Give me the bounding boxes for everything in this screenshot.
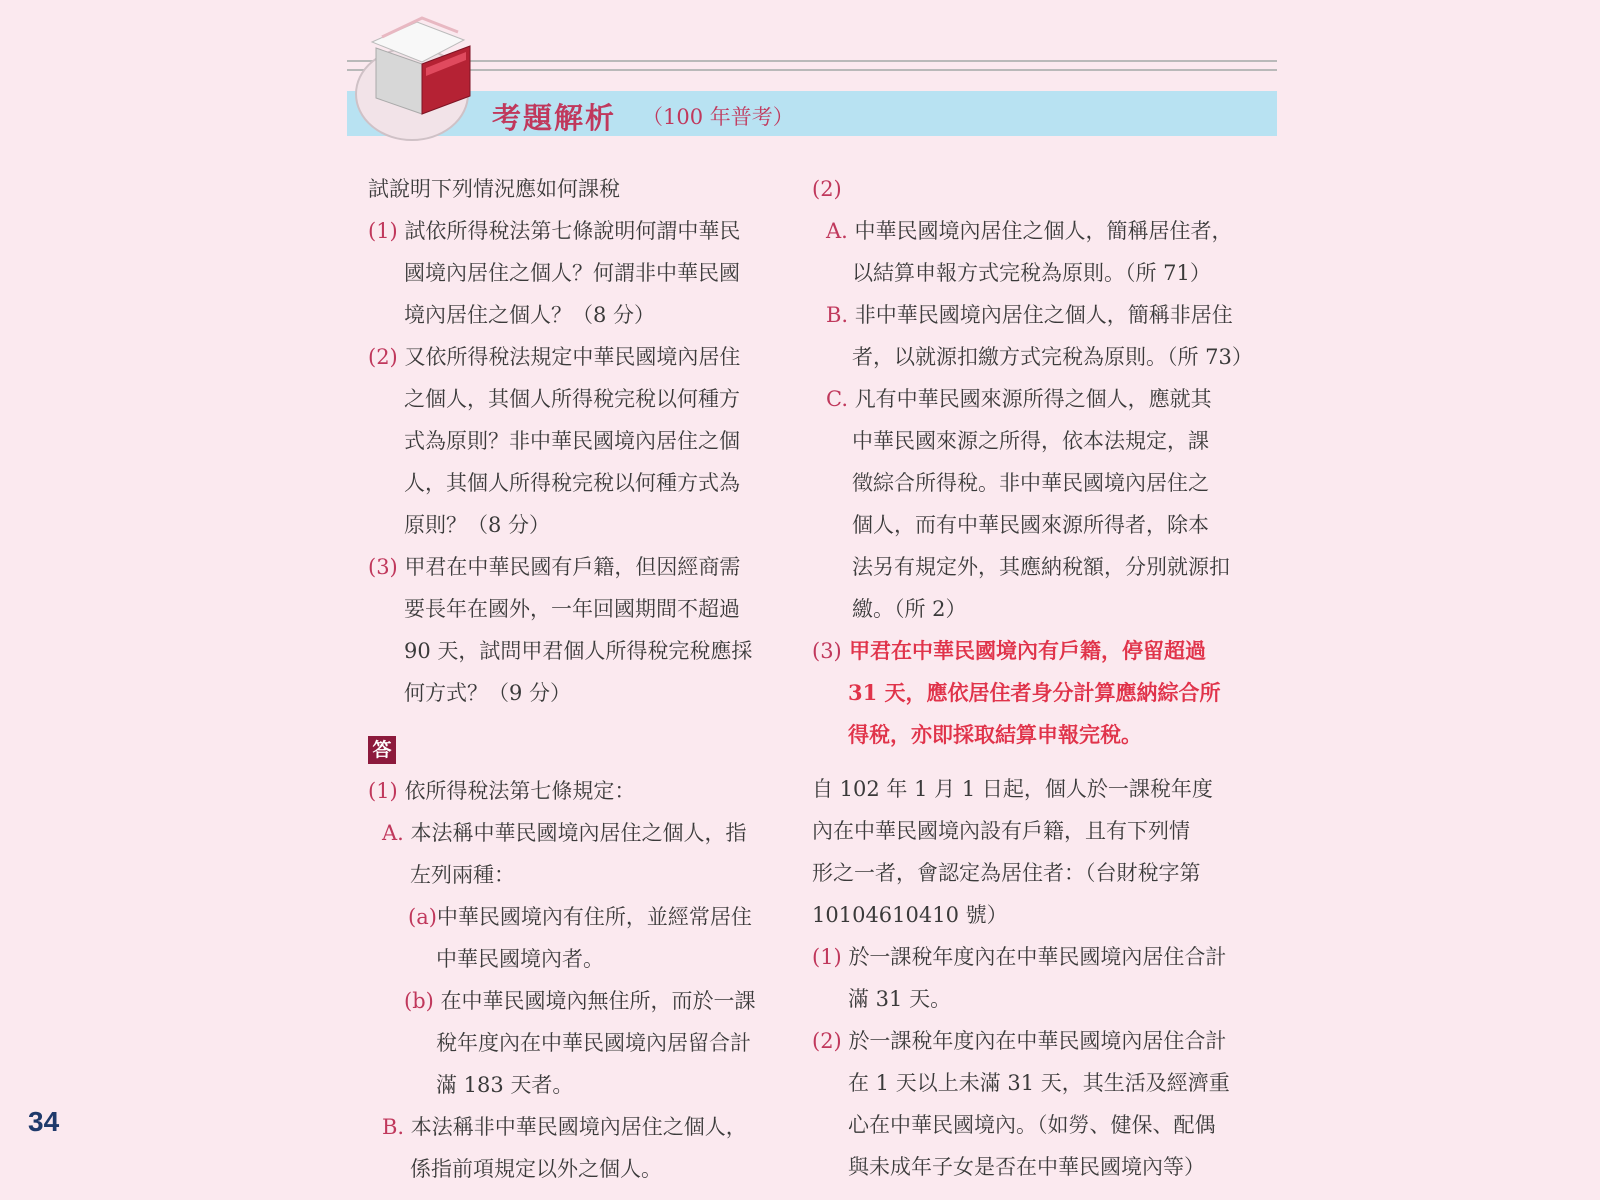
answer-a-line: 中華民國境內者。 <box>436 947 604 971</box>
question-1-line: 國境內居住之個人？何謂非中華民國 <box>404 261 740 285</box>
answer-A-line: A. 本法稱中華民國境內居住之個人，指 <box>382 821 747 845</box>
answer-B-line: 係指前項規定以外之個人。 <box>410 1157 662 1181</box>
note-line: 形之一者，會認定為居住者：（台財稅字第 <box>812 861 1201 885</box>
question-3-line: (3) 甲君在中華民國有戶籍，但因經商需 <box>368 555 741 579</box>
rC-label: C. <box>826 387 848 411</box>
a1-number: (1) <box>368 779 398 803</box>
answer-rA-line: A. 中華民國境內居住之個人，簡稱居住者， <box>826 219 1233 243</box>
note-item-1-line: 滿 31 天。 <box>848 987 952 1011</box>
r2-number: (2) <box>812 177 842 201</box>
q1-number: (1) <box>368 219 398 243</box>
answer-A-line: 左列兩種： <box>410 863 515 887</box>
note-line: 自 102 年 1 月 1 日起，個人於一課稅年度 <box>812 777 1213 801</box>
question-intro: 試說明下列情況應如何課稅 <box>368 177 620 201</box>
note-line: 內在中華民國境內設有戶籍，且有下列情 <box>812 819 1190 843</box>
question-3-line: 90 天，試問甲君個人所得稅完稅應採 <box>404 639 753 663</box>
answer-3-line: 得稅，亦即採取結算申報完稅。 <box>848 722 1142 747</box>
right-column <box>812 168 1274 1188</box>
answer-badge: 答 <box>368 736 396 764</box>
question-2-line: 人，其個人所得稅完稅以何種方式為 <box>404 471 740 495</box>
rA-label: A. <box>826 219 848 243</box>
answer-B-line: B. 本法稱非中華民國境內居住之個人， <box>382 1115 747 1139</box>
question-3-line: 何方式？（9 分） <box>404 681 572 705</box>
answer-rB-line: B. 非中華民國境內居住之個人，簡稱非居住 <box>826 303 1233 327</box>
page-number: 34 <box>28 1106 60 1137</box>
ab-label: (b) <box>404 989 434 1013</box>
question-2-line: (2) 又依所得稅法規定中華民國境內居住 <box>368 345 741 369</box>
note-item-2-line: 在 1 天以上未滿 31 天，其生活及經濟重 <box>848 1071 1230 1095</box>
answer-a-line: (a)中華民國境內有住所，並經常居住 <box>408 905 752 929</box>
r3-number: (3) <box>812 639 842 663</box>
question-1-line: (1) 試依所得稅法第七條說明何謂中華民 <box>368 219 741 243</box>
answer-1-head: (1) 依所得稅法第七條規定： <box>368 779 636 803</box>
p1-number: (1) <box>812 945 842 969</box>
header-title: 考題解析 <box>492 101 617 135</box>
question-1-line: 境內居住之個人？（8 分） <box>404 303 656 327</box>
aA-label: A. <box>382 821 404 845</box>
answer-row <box>368 728 788 770</box>
note-item-2-line: 心在中華民國境內。（如勞、健保、配偶 <box>848 1113 1216 1137</box>
q3-number: (3) <box>368 555 398 579</box>
q2-number: (2) <box>368 345 398 369</box>
answer-rA-line: 以結算申報方式完稅為原則。（所 71） <box>852 261 1211 285</box>
note-item-1-line: (1) 於一課稅年度內在中華民國境內居住合計 <box>812 945 1227 969</box>
question-2-line: 之個人，其個人所得稅完稅以何種方 <box>404 387 740 411</box>
question-2-line: 式為原則？非中華民國境內居住之個 <box>404 429 740 453</box>
answer-3-line: 31 天，應依居住者身分計算應納綜合所 <box>848 680 1221 705</box>
answer-3-line: (3) 甲君在中華民國境內有戶籍，停留超過 <box>812 638 1207 663</box>
left-column <box>368 168 788 1190</box>
answer-b-line: 稅年度內在中華民國境內居留合計 <box>436 1031 751 1055</box>
note-line: 10104610410 號） <box>812 903 1008 927</box>
p2-number: (2) <box>812 1029 842 1053</box>
answer-rC-line: 徵綜合所得稅。非中華民國境內居住之 <box>852 471 1209 495</box>
answer-rB-line: 者，以就源扣繳方式完稅為原則。（所 73） <box>852 345 1253 369</box>
answer-b-line: (b) 在中華民國境內無住所，而於一課 <box>404 989 756 1013</box>
note-item-2-line: (2) 於一課稅年度內在中華民國境內居住合計 <box>812 1029 1227 1053</box>
answer-rC-line: 中華民國來源之所得，依本法規定，課 <box>852 429 1209 453</box>
aa-label: (a) <box>408 905 437 929</box>
header-subtitle: （100 年普考） <box>642 105 794 129</box>
answer-rC-line: 個人，而有中華民國來源所得者，除本 <box>852 513 1209 537</box>
answer-rC-line: 法另有規定外，其應納稅額，分別就源扣 <box>852 555 1230 579</box>
answer-2-head <box>812 168 1274 210</box>
book-icon <box>352 2 502 142</box>
question-3-line: 要長年在國外，一年回國期間不超過 <box>404 597 740 621</box>
rB-label: B. <box>826 303 849 327</box>
answer-rC-line: C. 凡有中華民國來源所得之個人，應就其 <box>826 387 1212 411</box>
answer-rC-line: 繳。（所 2） <box>852 597 967 621</box>
question-2-line: 原則？（8 分） <box>404 513 551 537</box>
answer-b-line: 滿 183 天者。 <box>436 1073 574 1097</box>
note-item-2-line: 與未成年子女是否在中華民國境內等） <box>848 1155 1205 1179</box>
aB-label: B. <box>382 1115 405 1139</box>
